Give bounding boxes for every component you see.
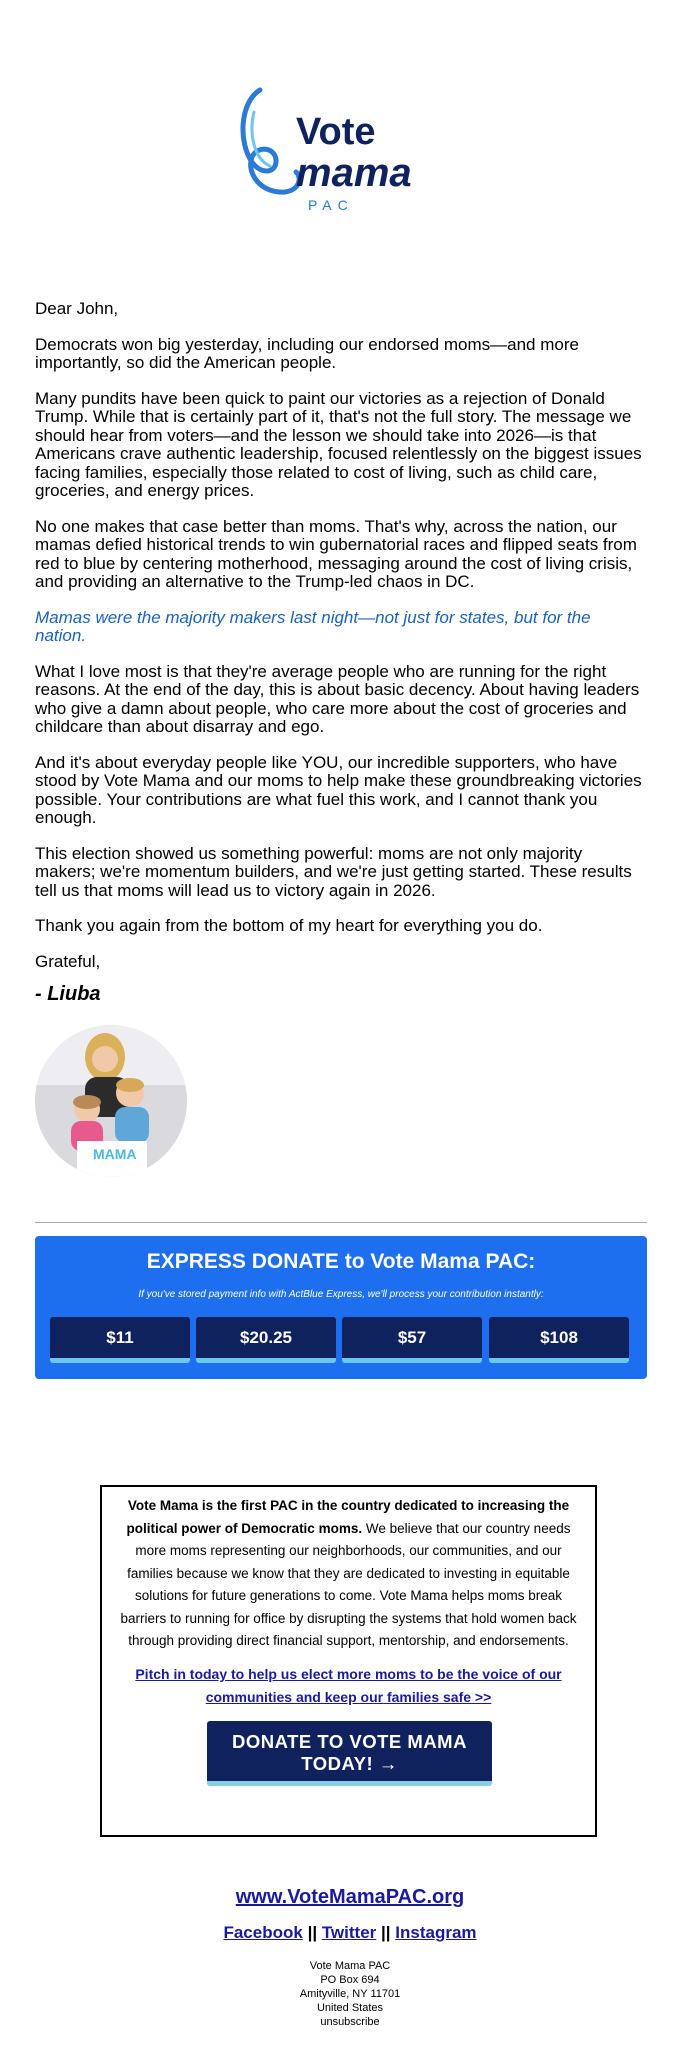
letter-paragraph: No one makes that case better than moms. That's why, across the nation, our mamas defied historical trends to win gubernatorial races and flipped seats from red to blue by centering motherhood, messaging around the cost of living crisis, and providing an alternative to the Trump-led chaos in DC. [35, 516, 637, 591]
signoff: Grateful, [35, 951, 101, 971]
separator: || [307, 1923, 318, 1942]
greeting: Dear John, [35, 299, 119, 318]
website-link[interactable]: www.VoteMamaPAC.org [235, 1886, 465, 1908]
about-box [100, 1485, 597, 1837]
letter-paragraph: Democrats won big yesterday, including our endorsed moms—and more importantly, so did the American people. [35, 334, 579, 372]
logo-vote-text: Vote [296, 111, 376, 153]
divider [35, 1222, 647, 1223]
social-links [0, 1923, 700, 1943]
twitter-link[interactable]: Twitter [321, 1923, 377, 1942]
logo-mama-text: mama [296, 151, 412, 195]
donate-amount-button[interactable]: $11 [50, 1317, 190, 1363]
mailing-address [0, 1959, 700, 2029]
footer [0, 1886, 700, 2029]
letter-paragraph: Thank you again from the bottom of my heart for everything you do. [35, 916, 543, 935]
author-photo [35, 1025, 187, 1177]
donate-amount-button[interactable]: $108 [489, 1317, 629, 1363]
express-donate-title: EXPRESS DONATE to Vote Mama PAC: [146, 1250, 536, 1273]
donate-button[interactable]: DONATE TO VOTE MAMA TODAY! → [207, 1721, 492, 1786]
pitch-in-link[interactable]: Pitch in today to help us elect more moms to be the voice of our communities and keep our families safe >> [135, 1666, 562, 1705]
highlight-paragraph: Mamas were the majority makers last night—not just for states, but for the nation. [35, 607, 591, 645]
letter-paragraph: What I love most is that they're average people who are running for the right reasons. At the end of the day, this is about basic decency. About having leaders who give a damn about people, who care more about the cost of groceries and childcare than about disarray and ego. [35, 661, 640, 736]
logo-pac-text: PAC [308, 197, 354, 213]
address-line: Amityville, NY 11701 [299, 1988, 401, 2000]
address-line: Vote Mama PAC [309, 1960, 391, 1972]
address-line: PO Box 694 [320, 1974, 380, 1986]
letter-paragraph: Many pundits have been quick to paint our victories as a rejection of Donald Trump. While that is certainly part of it, that's not the full story. The message we should hear from voters—and the lesson we should take into 2026—is that Americans crave authentic leadership, focused relentlessly on the biggest issues facing families, especially those related to cost of living, such as child care, groceries, and energy prices. [35, 388, 642, 500]
vote-mama-logo[interactable] [230, 82, 460, 217]
address-line: United States [316, 2002, 384, 2014]
signature: - Liuba [35, 983, 101, 1005]
about-body: We believe that our country needs more moms representing our neighborhoods, our communities, and our families because we know that they are dedicated to investing in equitable solutions for future generations to come. Vote Mama helps moms break barriers to running for office by disrupting the systems that hold women back through providing direct financial support, mentorship, and endorsements. [120, 1520, 577, 1648]
donate-amount-button[interactable]: $57 [342, 1317, 482, 1363]
donate-amount-button[interactable]: $20.25 [196, 1317, 336, 1363]
about-text [114, 1495, 583, 1653]
letter-paragraph: This election showed us something powerful: moms are not only majority makers; we're momentum builders, and we're just getting started. These results tell us that moms will lead us to victory again in 2026. [35, 843, 632, 900]
about-bold: Vote Mama is the first PAC in the country dedicated to increasing the political power of Democratic moms. [126, 1498, 570, 1536]
unsubscribe-link[interactable]: unsubscribe [320, 2016, 380, 2028]
facebook-link[interactable]: Facebook [223, 1923, 303, 1942]
instagram-link[interactable]: Instagram [395, 1923, 477, 1942]
svg-text:MAMA: MAMA [93, 1146, 137, 1162]
express-donate-subtitle: If you've stored payment info with ActBlue Express, we'll process your contribution instantly: [138, 1289, 544, 1300]
letter-paragraph: And it's about everyday people like YOU, our incredible supporters, who have stood by Vote Mama and our moms to help make these groundbreaking victories possible. Your contributions are what fuel this work, and I cannot thank you enough. [35, 752, 642, 827]
letter-body [35, 300, 645, 988]
separator: || [381, 1923, 391, 1942]
express-donate-box [35, 1236, 647, 1379]
